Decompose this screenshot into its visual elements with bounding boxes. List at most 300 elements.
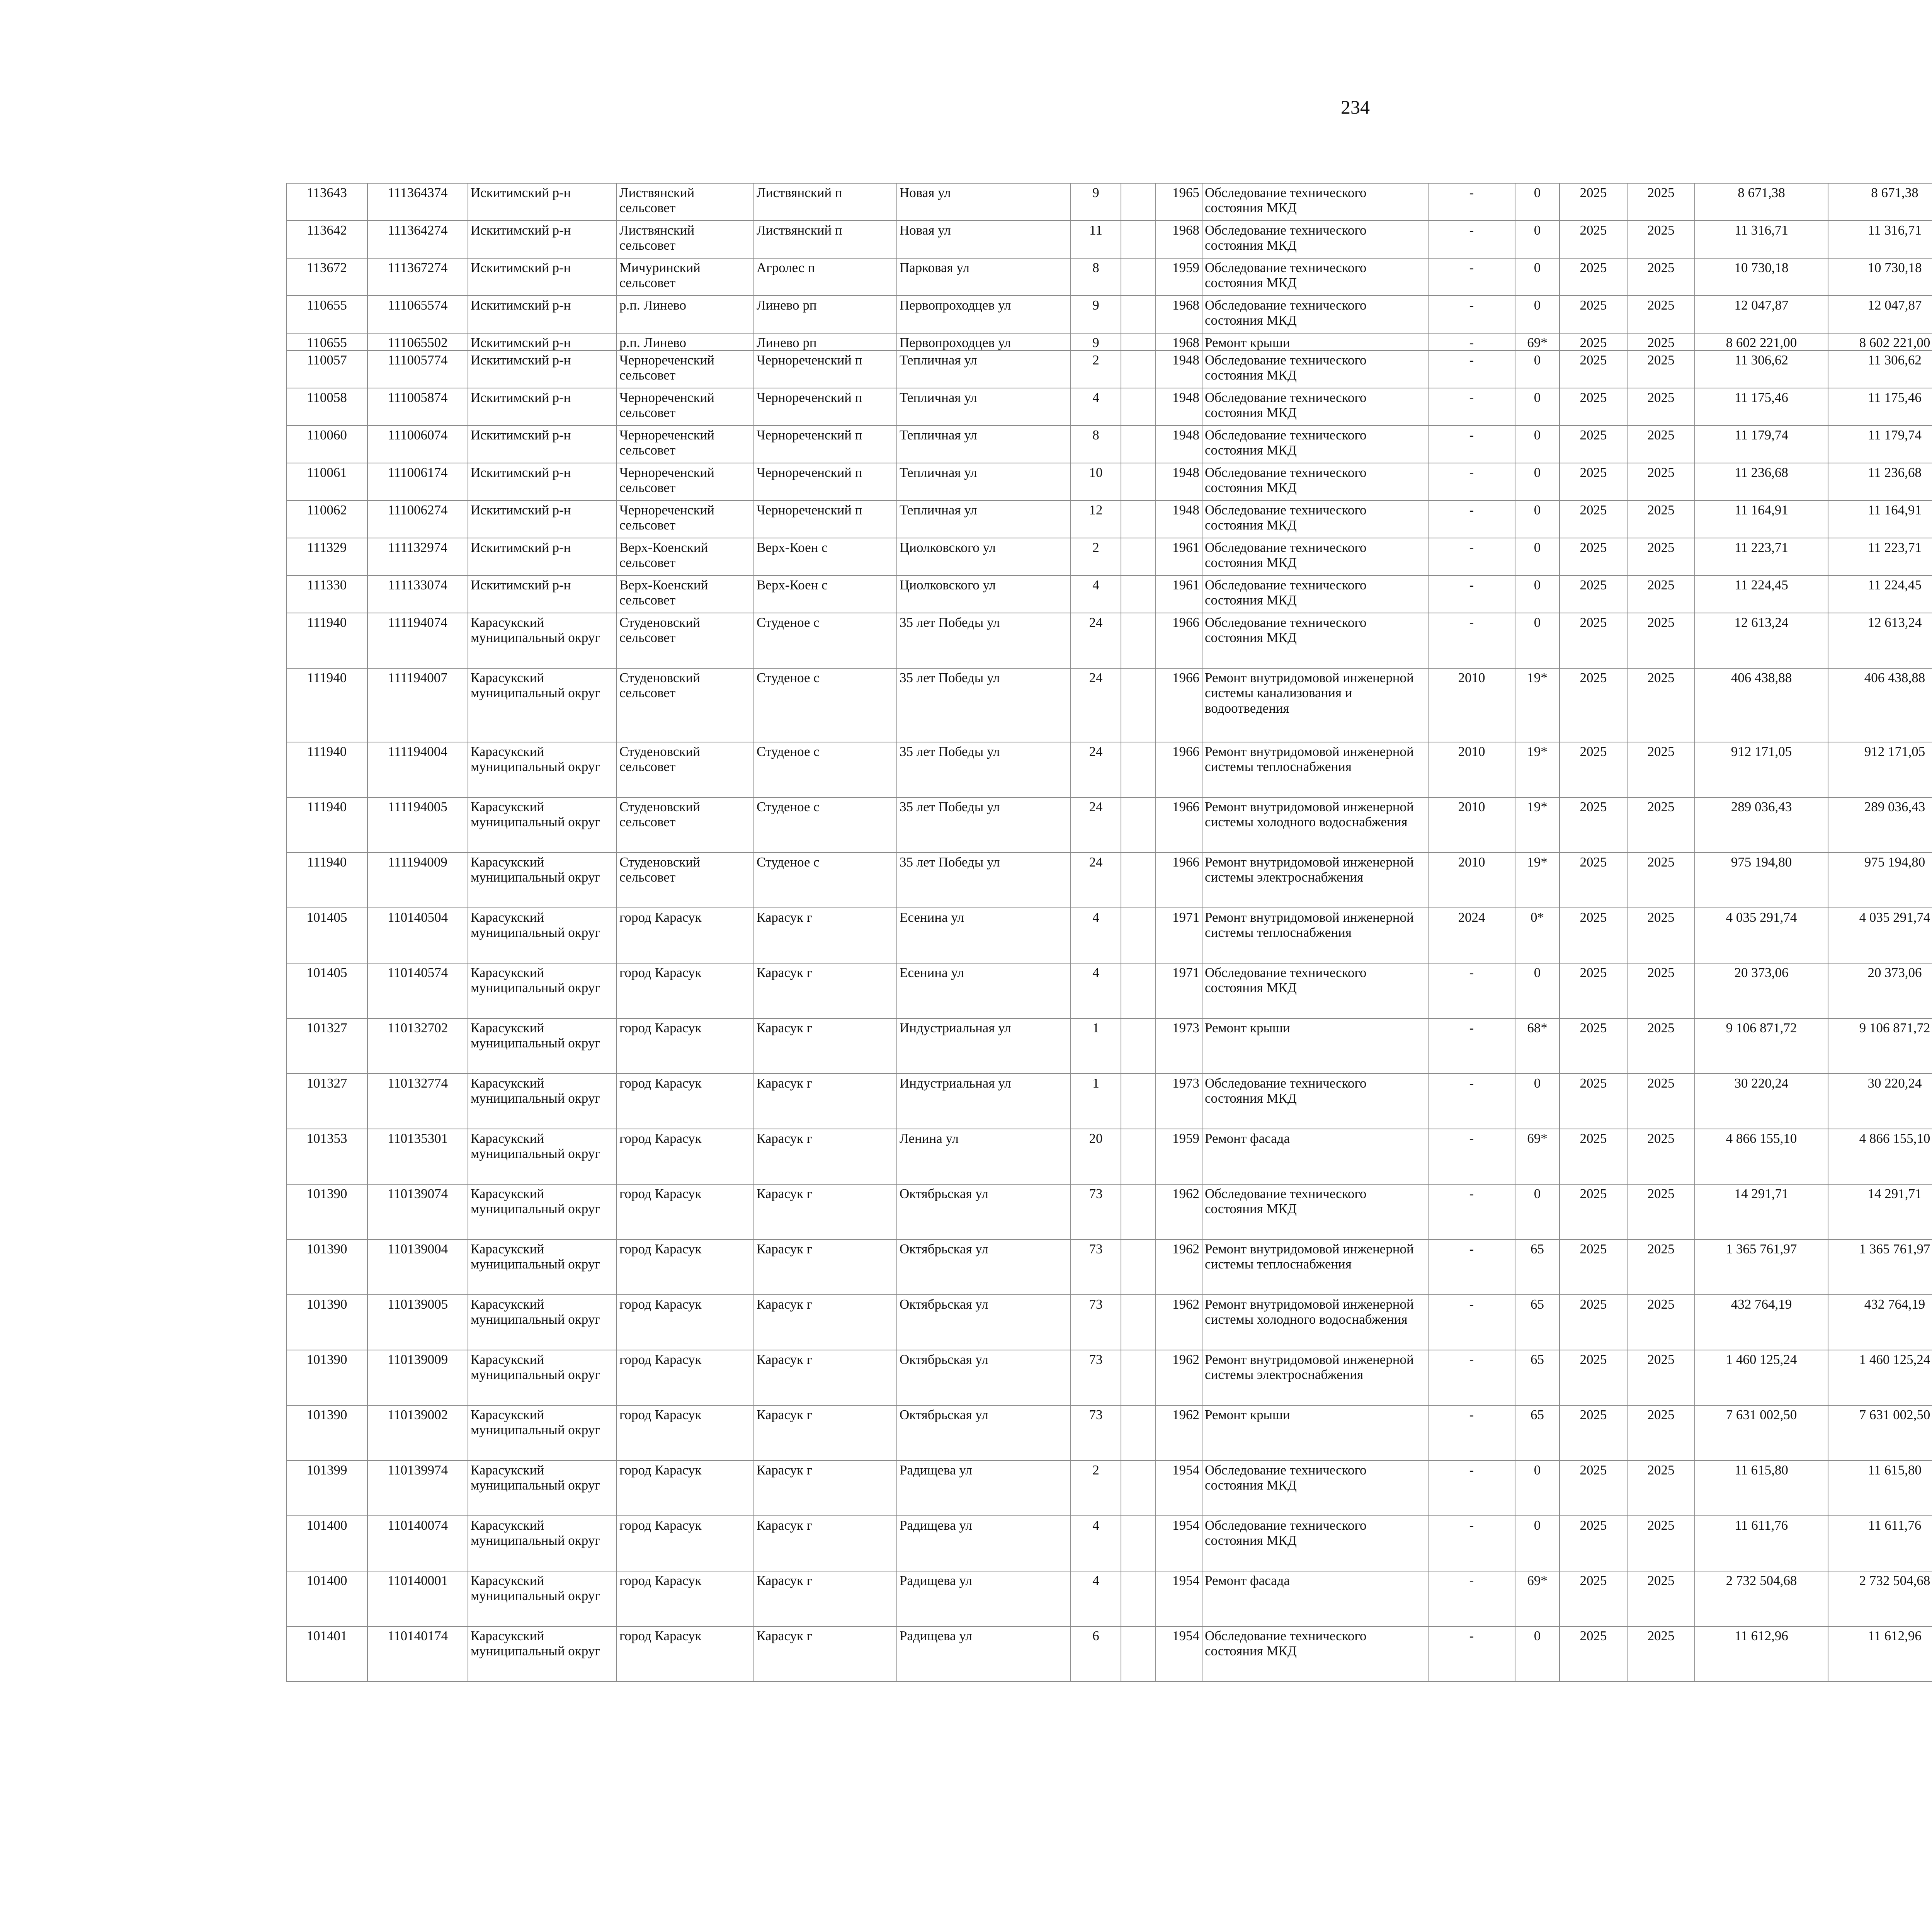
cell-year-end: 2025 — [1627, 1461, 1695, 1516]
cell-year-end: 2025 — [1627, 668, 1695, 742]
cell-locality: Чернореченский п — [754, 388, 897, 426]
cell-fund-cost: 20 373,06 — [1828, 963, 1932, 1018]
cell-last-repair-year: - — [1428, 183, 1515, 221]
cell-house-number: 4 — [1071, 388, 1121, 426]
cell-total-cost: 12 047,87 — [1695, 296, 1828, 333]
cell-wear-percent: 68* — [1515, 1018, 1560, 1074]
cell-year-built: 1962 — [1156, 1405, 1202, 1461]
cell-work-type: Ремонт внутридомовой инженерной системы холодного водоснабжения — [1202, 797, 1428, 853]
cell-year-built: 1954 — [1156, 1461, 1202, 1516]
cell-wear-percent: 0 — [1515, 538, 1560, 575]
cell-year-built: 1961 — [1156, 575, 1202, 613]
cell-year-end: 2025 — [1627, 1626, 1695, 1682]
cell-year-end: 2025 — [1627, 296, 1695, 333]
cell-municipality: Карасукский муниципальный округ — [468, 1461, 617, 1516]
cell-last-repair-year: 2010 — [1428, 797, 1515, 853]
cell-work-id: 110139004 — [367, 1239, 468, 1295]
cell-last-repair-year: 2010 — [1428, 853, 1515, 908]
table-row — [286, 1350, 1932, 1405]
cell-year-start: 2025 — [1560, 258, 1627, 296]
cell-work-type: Обследование технического состояния МКД — [1202, 575, 1428, 613]
cell-year-start: 2025 — [1560, 613, 1627, 668]
cell-year-built: 1954 — [1156, 1516, 1202, 1571]
cell-building-id: 111329 — [286, 538, 367, 575]
cell-building-id: 110655 — [286, 296, 367, 333]
cell-work-type: Ремонт крыши — [1202, 1018, 1428, 1074]
cell-year-start: 2025 — [1560, 1074, 1627, 1129]
cell-work-id: 110140504 — [367, 908, 468, 963]
cell-building-id: 101353 — [286, 1129, 367, 1184]
cell-work-id: 111364274 — [367, 221, 468, 258]
cell-work-id: 111364374 — [367, 183, 468, 221]
cell-last-repair-year: - — [1428, 575, 1515, 613]
cell-house-number: 4 — [1071, 963, 1121, 1018]
cell-year-start: 2025 — [1560, 797, 1627, 853]
cell-fund-cost: 11 611,76 — [1828, 1516, 1932, 1571]
cell-building-letter — [1121, 258, 1156, 296]
cell-municipality: Искитимский р-н — [468, 333, 617, 351]
cell-locality: Карасук г — [754, 1350, 897, 1405]
cell-locality: Студеное с — [754, 797, 897, 853]
capital-repair-table — [286, 183, 1932, 1682]
cell-building-id: 110057 — [286, 351, 367, 388]
cell-building-letter — [1121, 221, 1156, 258]
cell-settlement: Листвянский сельсовет — [617, 183, 754, 221]
cell-building-id: 101327 — [286, 1018, 367, 1074]
cell-street: Тепличная ул — [897, 501, 1071, 538]
cell-last-repair-year: - — [1428, 1129, 1515, 1184]
cell-building-letter — [1121, 668, 1156, 742]
cell-year-start: 2025 — [1560, 463, 1627, 501]
cell-street: Тепличная ул — [897, 388, 1071, 426]
cell-street: Тепличная ул — [897, 351, 1071, 388]
cell-wear-percent: 0 — [1515, 575, 1560, 613]
cell-work-id: 110139009 — [367, 1350, 468, 1405]
table-row — [286, 1184, 1932, 1239]
cell-building-id: 110062 — [286, 501, 367, 538]
cell-building-letter — [1121, 1461, 1156, 1516]
cell-work-id: 111006074 — [367, 426, 468, 463]
cell-year-built: 1954 — [1156, 1571, 1202, 1626]
cell-year-start: 2025 — [1560, 963, 1627, 1018]
cell-municipality: Карасукский муниципальный округ — [468, 742, 617, 797]
cell-wear-percent: 19* — [1515, 742, 1560, 797]
cell-locality: Карасук г — [754, 1405, 897, 1461]
cell-street: Циолковского ул — [897, 538, 1071, 575]
cell-year-end: 2025 — [1627, 853, 1695, 908]
cell-locality: Студеное с — [754, 853, 897, 908]
cell-house-number: 4 — [1071, 1571, 1121, 1626]
cell-work-id: 110139974 — [367, 1461, 468, 1516]
cell-work-id: 110140174 — [367, 1626, 468, 1682]
cell-year-built: 1948 — [1156, 426, 1202, 463]
cell-last-repair-year: - — [1428, 258, 1515, 296]
cell-building-letter — [1121, 797, 1156, 853]
cell-total-cost: 8 602 221,00 — [1695, 333, 1828, 351]
cell-house-number: 73 — [1071, 1239, 1121, 1295]
cell-locality: Линево рп — [754, 333, 897, 351]
cell-building-id: 101327 — [286, 1074, 367, 1129]
cell-wear-percent: 0 — [1515, 963, 1560, 1018]
cell-last-repair-year: - — [1428, 1184, 1515, 1239]
cell-building-id: 101400 — [286, 1516, 367, 1571]
cell-street: Октябрьская ул — [897, 1350, 1071, 1405]
cell-last-repair-year: - — [1428, 613, 1515, 668]
cell-work-type: Обследование технического состояния МКД — [1202, 963, 1428, 1018]
cell-house-number: 24 — [1071, 742, 1121, 797]
table-row — [286, 1018, 1932, 1074]
cell-year-start: 2025 — [1560, 1239, 1627, 1295]
cell-year-start: 2025 — [1560, 296, 1627, 333]
cell-year-start: 2025 — [1560, 1018, 1627, 1074]
table-row — [286, 183, 1932, 221]
cell-year-start: 2025 — [1560, 538, 1627, 575]
cell-house-number: 9 — [1071, 183, 1121, 221]
cell-house-number: 20 — [1071, 1129, 1121, 1184]
cell-locality: Чернореченский п — [754, 426, 897, 463]
cell-fund-cost: 432 764,19 — [1828, 1295, 1932, 1350]
cell-street: Радищева ул — [897, 1626, 1071, 1682]
cell-work-id: 111133074 — [367, 575, 468, 613]
cell-last-repair-year: - — [1428, 463, 1515, 501]
cell-fund-cost: 10 730,18 — [1828, 258, 1932, 296]
cell-house-number: 73 — [1071, 1350, 1121, 1405]
cell-house-number: 8 — [1071, 258, 1121, 296]
cell-building-id: 101401 — [286, 1626, 367, 1682]
cell-street: Октябрьская ул — [897, 1295, 1071, 1350]
cell-work-id: 110140074 — [367, 1516, 468, 1571]
cell-work-type: Ремонт фасада — [1202, 1129, 1428, 1184]
cell-municipality: Карасукский муниципальный округ — [468, 1074, 617, 1129]
cell-year-end: 2025 — [1627, 742, 1695, 797]
cell-year-end: 2025 — [1627, 963, 1695, 1018]
cell-work-type: Обследование технического состояния МКД — [1202, 388, 1428, 426]
cell-year-built: 1968 — [1156, 296, 1202, 333]
cell-municipality: Карасукский муниципальный округ — [468, 963, 617, 1018]
table-row — [286, 426, 1932, 463]
cell-settlement: город Карасук — [617, 1074, 754, 1129]
cell-building-id: 113672 — [286, 258, 367, 296]
cell-settlement: город Карасук — [617, 963, 754, 1018]
cell-municipality: Карасукский муниципальный округ — [468, 1350, 617, 1405]
cell-fund-cost: 1 365 761,97 — [1828, 1239, 1932, 1295]
cell-year-start: 2025 — [1560, 1626, 1627, 1682]
cell-year-end: 2025 — [1627, 797, 1695, 853]
cell-settlement: Студеновский сельсовет — [617, 613, 754, 668]
cell-wear-percent: 65 — [1515, 1295, 1560, 1350]
cell-street: Индустриальная ул — [897, 1018, 1071, 1074]
cell-building-letter — [1121, 426, 1156, 463]
cell-year-built: 1968 — [1156, 333, 1202, 351]
cell-locality: Карасук г — [754, 1626, 897, 1682]
cell-building-letter — [1121, 742, 1156, 797]
cell-year-built: 1954 — [1156, 1626, 1202, 1682]
cell-work-type: Ремонт внутридомовой инженерной системы холодного водоснабжения — [1202, 1295, 1428, 1350]
cell-building-id: 113643 — [286, 183, 367, 221]
cell-house-number: 4 — [1071, 575, 1121, 613]
cell-total-cost: 11 611,76 — [1695, 1516, 1828, 1571]
cell-house-number: 24 — [1071, 853, 1121, 908]
cell-fund-cost: 975 194,80 — [1828, 853, 1932, 908]
table-row — [286, 613, 1932, 668]
cell-house-number: 12 — [1071, 501, 1121, 538]
cell-municipality: Искитимский р-н — [468, 221, 617, 258]
cell-last-repair-year: - — [1428, 1571, 1515, 1626]
cell-year-start: 2025 — [1560, 742, 1627, 797]
cell-street: 35 лет Победы ул — [897, 668, 1071, 742]
cell-year-start: 2025 — [1560, 853, 1627, 908]
cell-locality: Карасук г — [754, 1516, 897, 1571]
cell-total-cost: 432 764,19 — [1695, 1295, 1828, 1350]
cell-street: Первопроходцев ул — [897, 296, 1071, 333]
cell-building-letter — [1121, 1129, 1156, 1184]
cell-fund-cost: 289 036,43 — [1828, 797, 1932, 853]
cell-year-built: 1973 — [1156, 1018, 1202, 1074]
cell-locality: Чернореченский п — [754, 501, 897, 538]
cell-year-end: 2025 — [1627, 1295, 1695, 1350]
cell-work-type: Обследование технического состояния МКД — [1202, 1626, 1428, 1682]
cell-wear-percent: 19* — [1515, 668, 1560, 742]
cell-wear-percent: 0 — [1515, 1626, 1560, 1682]
cell-house-number: 8 — [1071, 426, 1121, 463]
table-row — [286, 501, 1932, 538]
cell-year-start: 2025 — [1560, 1129, 1627, 1184]
cell-street: Октябрьская ул — [897, 1184, 1071, 1239]
cell-municipality: Карасукский муниципальный округ — [468, 1129, 617, 1184]
cell-fund-cost: 4 035 291,74 — [1828, 908, 1932, 963]
cell-year-built: 1948 — [1156, 388, 1202, 426]
cell-house-number: 24 — [1071, 668, 1121, 742]
cell-street: Новая ул — [897, 221, 1071, 258]
table-row — [286, 463, 1932, 501]
cell-settlement: р.п. Линево — [617, 296, 754, 333]
cell-wear-percent: 0 — [1515, 1074, 1560, 1129]
cell-municipality: Карасукский муниципальный округ — [468, 1626, 617, 1682]
cell-locality: Карасук г — [754, 963, 897, 1018]
cell-locality: Агролес п — [754, 258, 897, 296]
cell-total-cost: 406 438,88 — [1695, 668, 1828, 742]
cell-total-cost: 11 224,45 — [1695, 575, 1828, 613]
cell-year-built: 1966 — [1156, 613, 1202, 668]
cell-locality: Верх-Коен с — [754, 538, 897, 575]
cell-building-id: 110061 — [286, 463, 367, 501]
cell-work-type: Ремонт крыши — [1202, 1405, 1428, 1461]
cell-settlement: город Карасук — [617, 1516, 754, 1571]
cell-locality: Студеное с — [754, 613, 897, 668]
page-number: 234 — [1341, 96, 1370, 118]
cell-total-cost: 11 316,71 — [1695, 221, 1828, 258]
cell-building-letter — [1121, 575, 1156, 613]
cell-year-end: 2025 — [1627, 258, 1695, 296]
cell-last-repair-year: 2024 — [1428, 908, 1515, 963]
cell-fund-cost: 30 220,24 — [1828, 1074, 1932, 1129]
cell-work-id: 111065502 — [367, 333, 468, 351]
cell-municipality: Карасукский муниципальный округ — [468, 853, 617, 908]
cell-work-type: Обследование технического состояния МКД — [1202, 463, 1428, 501]
cell-building-letter — [1121, 908, 1156, 963]
cell-building-id: 110655 — [286, 333, 367, 351]
cell-total-cost: 11 164,91 — [1695, 501, 1828, 538]
cell-building-letter — [1121, 1184, 1156, 1239]
cell-total-cost: 11 612,96 — [1695, 1626, 1828, 1682]
cell-fund-cost: 11 306,62 — [1828, 351, 1932, 388]
cell-year-start: 2025 — [1560, 1405, 1627, 1461]
cell-year-start: 2025 — [1560, 501, 1627, 538]
cell-work-id: 110140574 — [367, 963, 468, 1018]
cell-work-type: Обследование технического состояния МКД — [1202, 426, 1428, 463]
cell-year-built: 1971 — [1156, 963, 1202, 1018]
cell-year-start: 2025 — [1560, 1571, 1627, 1626]
cell-building-id: 111940 — [286, 853, 367, 908]
cell-total-cost: 4 866 155,10 — [1695, 1129, 1828, 1184]
cell-work-type: Обследование технического состояния МКД — [1202, 258, 1428, 296]
cell-year-end: 2025 — [1627, 1516, 1695, 1571]
cell-street: 35 лет Победы ул — [897, 853, 1071, 908]
cell-municipality: Искитимский р-н — [468, 501, 617, 538]
cell-locality: Чернореченский п — [754, 351, 897, 388]
cell-fund-cost: 11 615,80 — [1828, 1461, 1932, 1516]
cell-work-type: Ремонт внутридомовой инженерной системы электроснабжения — [1202, 853, 1428, 908]
cell-fund-cost: 2 732 504,68 — [1828, 1571, 1932, 1626]
cell-house-number: 10 — [1071, 463, 1121, 501]
cell-fund-cost: 11 164,91 — [1828, 501, 1932, 538]
cell-settlement: город Карасук — [617, 1239, 754, 1295]
cell-work-type: Обследование технического состояния МКД — [1202, 351, 1428, 388]
cell-year-built: 1966 — [1156, 668, 1202, 742]
cell-building-id: 110058 — [286, 388, 367, 426]
cell-house-number: 2 — [1071, 351, 1121, 388]
cell-wear-percent: 0 — [1515, 183, 1560, 221]
cell-work-id: 111194005 — [367, 797, 468, 853]
cell-total-cost: 10 730,18 — [1695, 258, 1828, 296]
table-row — [286, 351, 1932, 388]
cell-total-cost: 4 035 291,74 — [1695, 908, 1828, 963]
cell-building-id: 101400 — [286, 1571, 367, 1626]
cell-settlement: Чернореченский сельсовет — [617, 388, 754, 426]
cell-building-letter — [1121, 538, 1156, 575]
cell-wear-percent: 0 — [1515, 258, 1560, 296]
cell-last-repair-year: - — [1428, 388, 1515, 426]
cell-total-cost: 1 365 761,97 — [1695, 1239, 1828, 1295]
cell-locality: Карасук г — [754, 1018, 897, 1074]
cell-total-cost: 11 175,46 — [1695, 388, 1828, 426]
cell-work-id: 111132974 — [367, 538, 468, 575]
cell-house-number: 1 — [1071, 1018, 1121, 1074]
cell-building-letter — [1121, 1350, 1156, 1405]
cell-work-id: 111006174 — [367, 463, 468, 501]
cell-wear-percent: 65 — [1515, 1239, 1560, 1295]
cell-settlement: город Карасук — [617, 908, 754, 963]
cell-house-number: 9 — [1071, 296, 1121, 333]
cell-work-id: 110139002 — [367, 1405, 468, 1461]
cell-last-repair-year: - — [1428, 1350, 1515, 1405]
cell-fund-cost: 9 106 871,72 — [1828, 1018, 1932, 1074]
cell-municipality: Карасукский муниципальный округ — [468, 908, 617, 963]
cell-house-number: 1 — [1071, 1074, 1121, 1129]
cell-year-start: 2025 — [1560, 388, 1627, 426]
cell-settlement: город Карасук — [617, 1405, 754, 1461]
cell-wear-percent: 0 — [1515, 1184, 1560, 1239]
cell-year-built: 1962 — [1156, 1350, 1202, 1405]
table-row — [286, 388, 1932, 426]
cell-year-end: 2025 — [1627, 463, 1695, 501]
cell-wear-percent: 0 — [1515, 388, 1560, 426]
cell-building-id: 101405 — [286, 963, 367, 1018]
cell-year-built: 1966 — [1156, 797, 1202, 853]
cell-locality: Верх-Коен с — [754, 575, 897, 613]
cell-building-letter — [1121, 1405, 1156, 1461]
cell-settlement: Чернореченский сельсовет — [617, 501, 754, 538]
cell-building-letter — [1121, 613, 1156, 668]
cell-work-type: Обследование технического состояния МКД — [1202, 1516, 1428, 1571]
cell-year-end: 2025 — [1627, 1571, 1695, 1626]
cell-last-repair-year: 2010 — [1428, 668, 1515, 742]
cell-work-id: 110132702 — [367, 1018, 468, 1074]
cell-wear-percent: 0 — [1515, 426, 1560, 463]
cell-settlement: город Карасук — [617, 1571, 754, 1626]
cell-settlement: Мичуринский сельсовет — [617, 258, 754, 296]
cell-municipality: Искитимский р-н — [468, 258, 617, 296]
cell-building-letter — [1121, 333, 1156, 351]
cell-last-repair-year: - — [1428, 501, 1515, 538]
cell-last-repair-year: - — [1428, 538, 1515, 575]
cell-work-id: 111005874 — [367, 388, 468, 426]
table-row — [286, 1461, 1932, 1516]
cell-house-number: 73 — [1071, 1295, 1121, 1350]
table-row — [286, 797, 1932, 853]
cell-house-number: 6 — [1071, 1626, 1121, 1682]
table-row — [286, 1571, 1932, 1626]
cell-building-id: 113642 — [286, 221, 367, 258]
cell-settlement: город Карасук — [617, 1626, 754, 1682]
cell-house-number: 73 — [1071, 1184, 1121, 1239]
cell-street: Есенина ул — [897, 908, 1071, 963]
cell-year-end: 2025 — [1627, 613, 1695, 668]
cell-work-id: 111005774 — [367, 351, 468, 388]
cell-building-id: 111330 — [286, 575, 367, 613]
cell-street: Тепличная ул — [897, 463, 1071, 501]
cell-fund-cost: 11 236,68 — [1828, 463, 1932, 501]
cell-house-number: 9 — [1071, 333, 1121, 351]
cell-work-type: Обследование технического состояния МКД — [1202, 1461, 1428, 1516]
cell-total-cost: 12 613,24 — [1695, 613, 1828, 668]
cell-locality: Карасук г — [754, 908, 897, 963]
cell-house-number: 4 — [1071, 1516, 1121, 1571]
cell-year-built: 1973 — [1156, 1074, 1202, 1129]
cell-wear-percent: 65 — [1515, 1405, 1560, 1461]
cell-wear-percent: 69* — [1515, 333, 1560, 351]
cell-work-type: Обследование технического состояния МКД — [1202, 1184, 1428, 1239]
cell-municipality: Искитимский р-н — [468, 426, 617, 463]
cell-locality: Карасук г — [754, 1461, 897, 1516]
cell-wear-percent: 0 — [1515, 1461, 1560, 1516]
cell-building-letter — [1121, 351, 1156, 388]
cell-building-id: 101390 — [286, 1350, 367, 1405]
cell-total-cost: 975 194,80 — [1695, 853, 1828, 908]
cell-work-id: 111194009 — [367, 853, 468, 908]
cell-year-start: 2025 — [1560, 183, 1627, 221]
cell-locality: Студеное с — [754, 668, 897, 742]
cell-work-type: Обследование технического состояния МКД — [1202, 1074, 1428, 1129]
cell-year-built: 1965 — [1156, 183, 1202, 221]
cell-year-end: 2025 — [1627, 426, 1695, 463]
cell-year-built: 1948 — [1156, 463, 1202, 501]
cell-building-id: 101399 — [286, 1461, 367, 1516]
cell-wear-percent: 69* — [1515, 1571, 1560, 1626]
cell-fund-cost: 1 460 125,24 — [1828, 1350, 1932, 1405]
cell-year-end: 2025 — [1627, 1074, 1695, 1129]
cell-building-letter — [1121, 1239, 1156, 1295]
